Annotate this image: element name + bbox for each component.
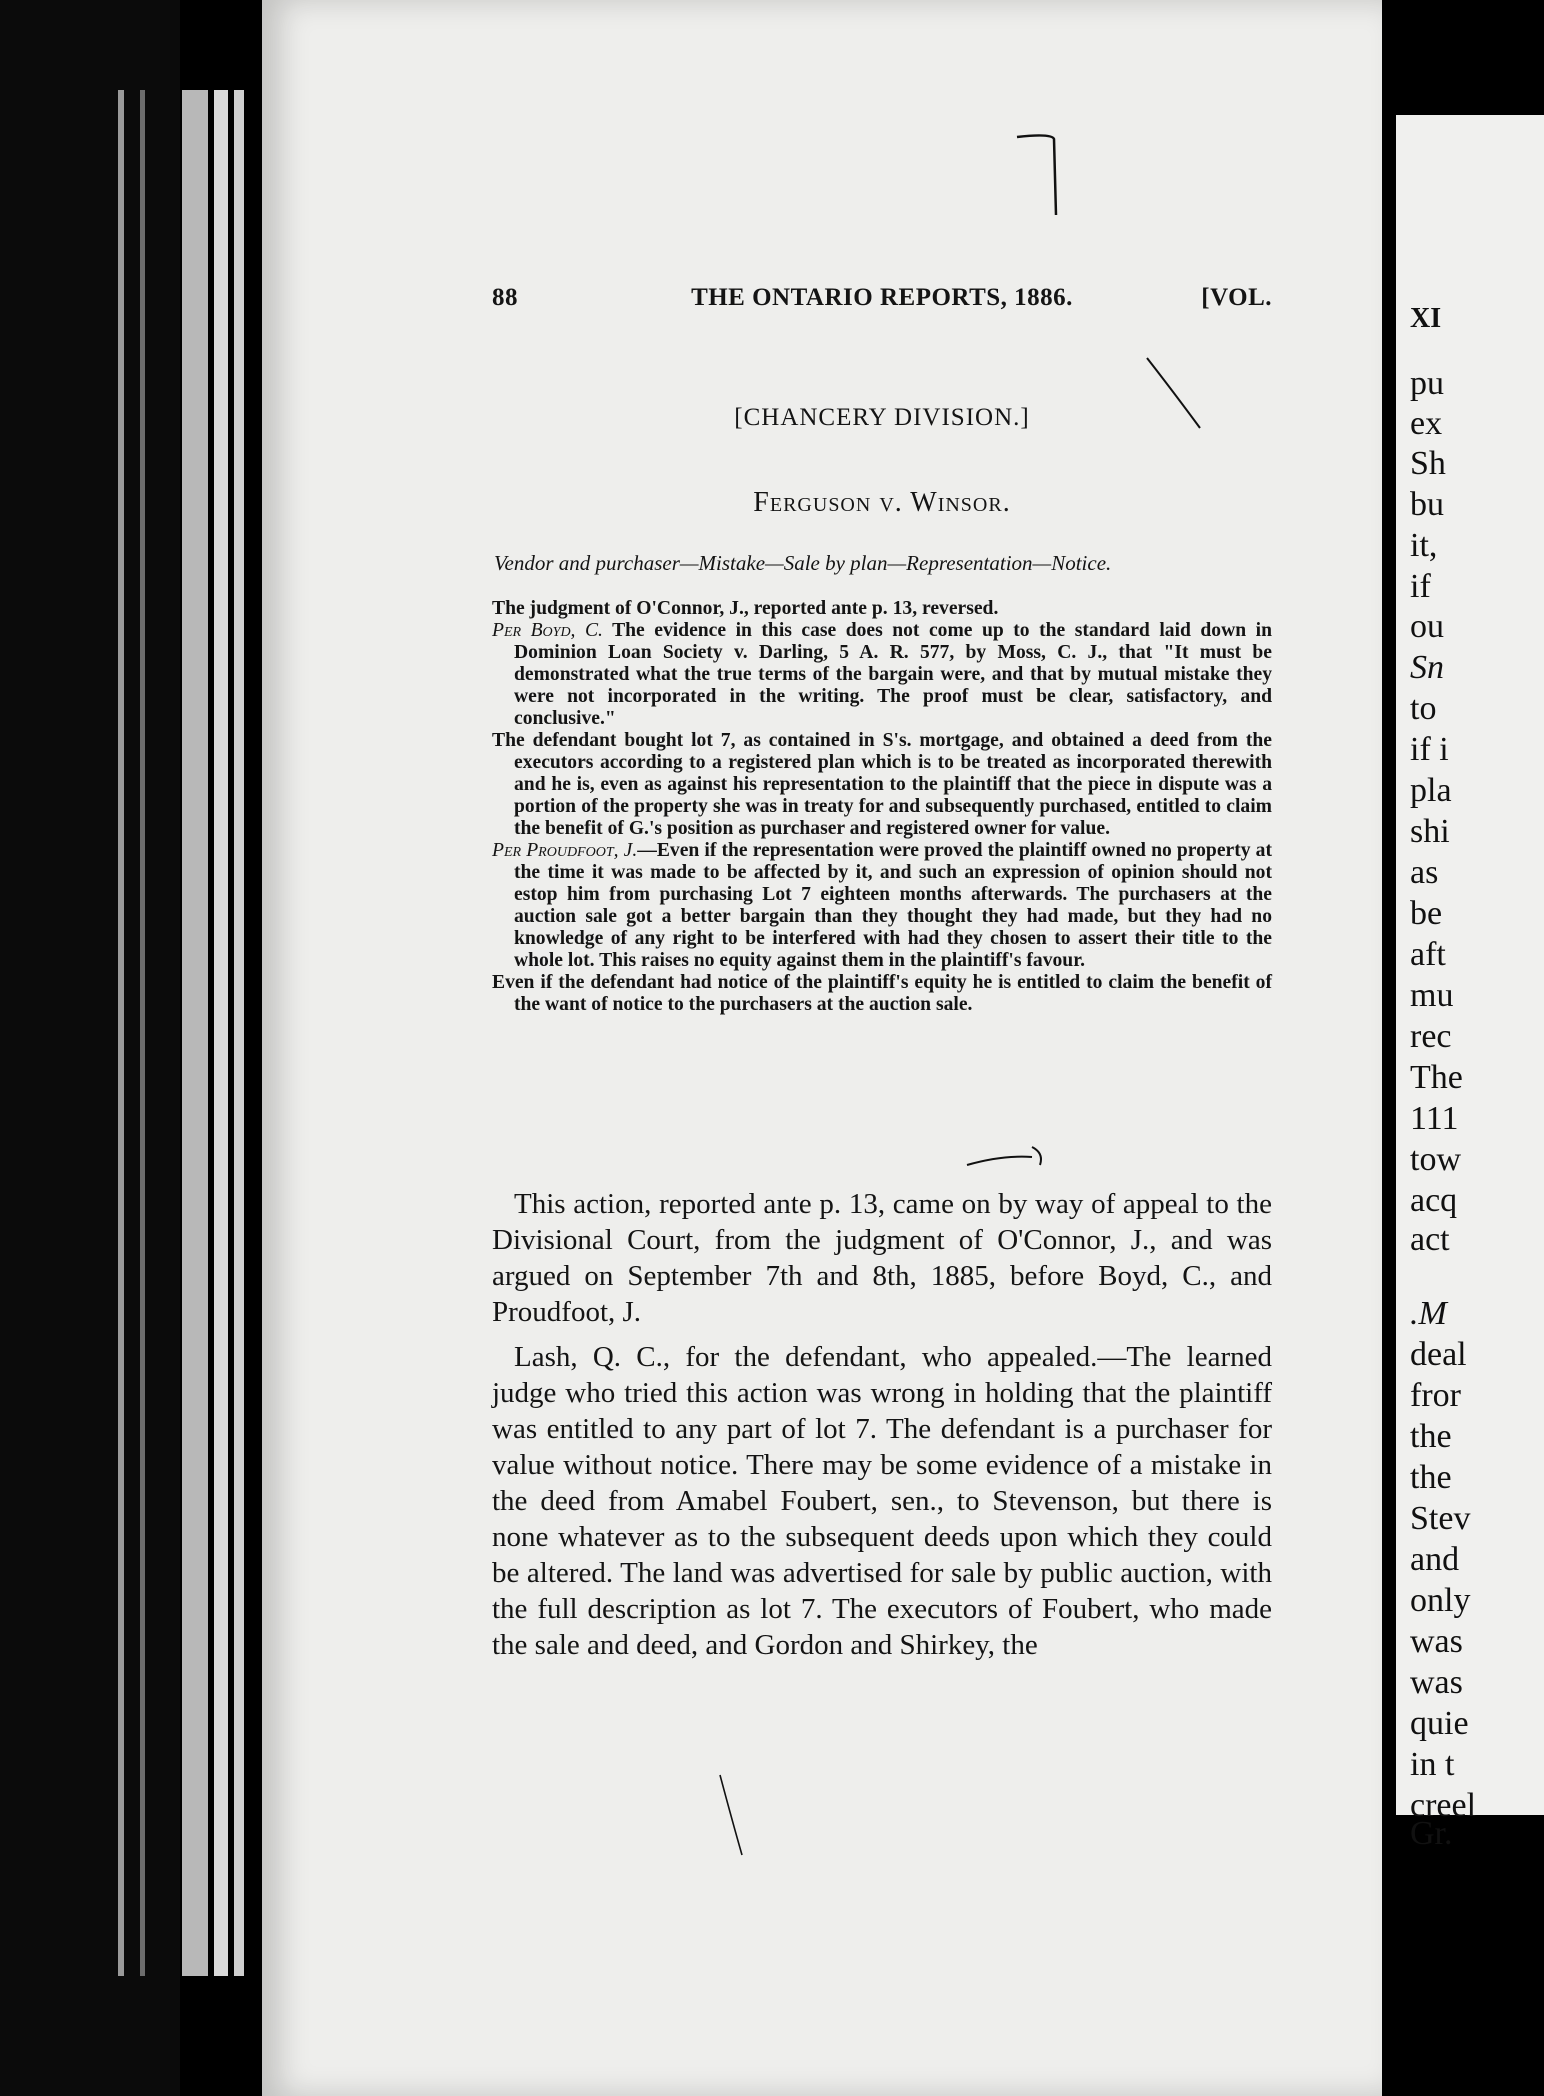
facing-word: ex: [1410, 405, 1443, 442]
headnote: [492, 598, 1272, 1016]
facing-word: rec: [1410, 1018, 1452, 1055]
facing-word: Sn: [1410, 649, 1444, 686]
book-gutter: [1382, 0, 1396, 2096]
facing-word: was: [1410, 1664, 1463, 1701]
facing-word: mu: [1410, 977, 1454, 1014]
facing-word: if: [1410, 568, 1431, 605]
facing-word: it,: [1410, 527, 1438, 564]
facing-word: aft: [1410, 936, 1446, 973]
pencil-bracket-mark: [1012, 125, 1072, 225]
facing-word: ou: [1410, 608, 1444, 645]
facing-word: and: [1410, 1541, 1460, 1578]
facing-word: creel: [1410, 1787, 1477, 1824]
body-paragraph-1: This action, reported ante p. 13, came on by way of appeal to the Divisional Court, from the judgment of O'Connor, J., and was argued on September 7th and 8th, 1885, before Boyd, C., and Proudfoot, J.: [492, 1188, 1272, 1328]
case-title: Ferguson v. Winsor.: [753, 487, 1011, 518]
facing-word: was: [1410, 1623, 1463, 1660]
running-head: [492, 284, 1272, 324]
division-heading: [CHANCERY DIVISION.]: [734, 404, 1030, 431]
facing-word: The: [1410, 1059, 1463, 1096]
facing-word: be: [1410, 895, 1443, 932]
facing-word: Stev: [1410, 1500, 1471, 1537]
facing-word: fror: [1410, 1377, 1461, 1414]
facing-word: quie: [1410, 1705, 1469, 1742]
facing-word: in t: [1410, 1746, 1455, 1783]
facing-word: Sh: [1410, 445, 1446, 482]
facing-word: the: [1410, 1418, 1452, 1455]
facing-word: pla: [1410, 772, 1452, 809]
facing-word: bu: [1410, 486, 1444, 523]
page-number: 88: [492, 284, 518, 311]
pencil-stroke-mark: [712, 1770, 752, 1860]
facing-word: 111: [1410, 1100, 1459, 1137]
page-edge-stripe: [182, 90, 208, 1976]
pencil-slash-mark: [1142, 350, 1212, 440]
facing-word: Gr.: [1410, 1815, 1453, 1852]
facing-word: to: [1410, 690, 1437, 727]
facing-word: act: [1410, 1221, 1450, 1258]
keywords-line: Vendor and purchaser—Mistake—Sale by plan—Representation—Notice.: [494, 551, 1112, 575]
headnote-paragraph: Per Proudfoot, J.—Even if the representation were proved the plaintiff owned no property at the time it was made to be affected by it, and such an expression of opinion should not estop him from purchasing Lot 7 eighteen months afterwards. The purchasers at the auction sale got a better bargain than they thought they had made, but they had no knowledge of any right to be interfered with had they chosen to assert their title to the whole lot. This raises no equity against them in the plaintiff's favour.: [492, 840, 1272, 971]
facing-word: shi: [1410, 813, 1450, 850]
book-page: [262, 0, 1382, 2096]
headnote-paragraph: The judgment of O'Connor, J., reported ante p. 13, reversed.: [492, 598, 999, 619]
body-paragraph-2: Lash, Q. C., for the defendant, who appealed.—The learned judge who tried this action was wrong in holding that the plaintiff was entitled to any part of lot 7. The defendant is a purchaser for value without notice. There may be some evidence of a mistake in the deed from Amabel Foubert, sen., to Stevenson, but there is none whatever as to the subsequent deeds upon which they could be altered. The land was advertised for sale by public auction, with the full description as lot 7. The executors of Foubert, who made the sale and deed, and Gordon and Shirkey, the: [492, 1341, 1272, 1661]
headnote-paragraph: Even if the defendant had notice of the plaintiff's equity he is entitled to claim the benefit of the want of notice to the purchasers at the auction sale.: [492, 972, 1272, 1015]
headnote-paragraph: The defendant bought lot 7, as contained in S's. mortgage, and obtained a deed from the executors according to a registered plan which is to be treated as incorporated therewith and he is, even as against his representation to the plaintiff that the piece in dispute was a portion of the property she was in treaty for and subsequently purchased, entitled to claim the benefit of G.'s position as purchaser and registered owner for value.: [492, 730, 1272, 839]
facing-word: deal: [1410, 1336, 1467, 1373]
headnote-paragraph: Per Boyd, C. The evidence in this case does not come up to the standard laid down in Dominion Loan Society v. Darling, 5 A. R. 577, by Moss, C. J., that "It must be demonstrated what the true terms of the bargain were, and that by mutual mistake they were not incorporated in the writing. The proof must be clear, satisfactory, and conclusive.": [492, 620, 1272, 729]
volume-marker: [VOL.: [1201, 284, 1272, 311]
page-edge-stripe: [214, 90, 228, 1976]
facing-page-fragment: [1396, 115, 1544, 1852]
facing-word: .M: [1410, 1295, 1447, 1332]
book-spine-shadow: [0, 0, 180, 2096]
running-title: THE ONTARIO REPORTS, 1886.: [691, 284, 1073, 311]
facing-word: if i: [1410, 731, 1449, 768]
page-edge-stripe: [234, 90, 244, 1976]
facing-word: pu: [1410, 365, 1444, 402]
facing-word: XI: [1410, 303, 1442, 334]
facing-word: acq: [1410, 1182, 1458, 1219]
facing-word: as: [1410, 854, 1439, 891]
page-edge-stripe: [140, 90, 145, 1976]
facing-word: only: [1410, 1582, 1471, 1619]
facing-word: the: [1410, 1459, 1452, 1496]
facing-word: tow: [1410, 1141, 1461, 1178]
pencil-scribble-mark: [962, 1135, 1082, 1175]
page-edge-stripe: [118, 90, 124, 1976]
